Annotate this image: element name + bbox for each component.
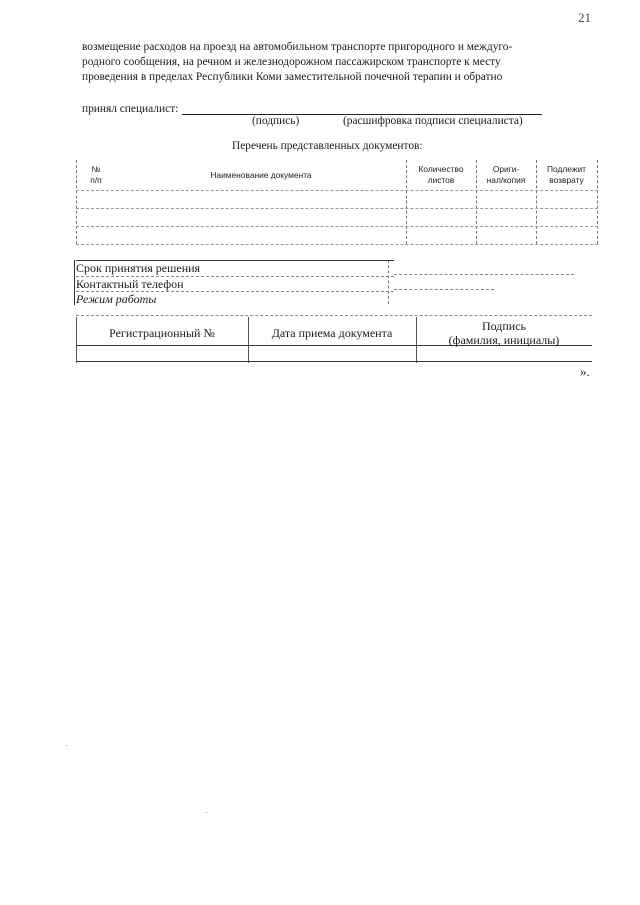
contact-phone-label: Контактный телефон xyxy=(76,276,394,292)
table-row-divider xyxy=(76,208,598,209)
reg-table-top-line xyxy=(76,315,592,316)
info-dash-line xyxy=(394,289,494,290)
info-dash-line xyxy=(394,274,574,275)
scan-speck xyxy=(66,745,67,746)
header-sheet-count: Количество листов xyxy=(418,164,464,185)
header-document-name: Наименование документа xyxy=(210,170,312,180)
paragraph-line: проведения в пределах Республики Коми заместительной почечной терапии и обратно xyxy=(82,71,503,83)
table-row-divider xyxy=(76,226,598,227)
accepted-by-row xyxy=(82,102,542,115)
info-block-border xyxy=(74,260,75,305)
decision-deadline-label: Срок принятия решения xyxy=(76,260,394,276)
page-number: 21 xyxy=(578,10,591,25)
accepted-by-signature-line xyxy=(182,102,542,115)
documents-table xyxy=(76,160,598,244)
work-schedule-label: Режим работы xyxy=(76,291,394,307)
header-number: № п/п xyxy=(90,164,102,185)
info-block xyxy=(76,260,394,307)
body-paragraph xyxy=(82,40,594,85)
table-row-divider xyxy=(76,244,598,245)
signature-decode-caption: (расшифровка подписи специалиста) xyxy=(343,115,523,127)
accepted-by-label: принял специалист: xyxy=(82,103,179,115)
paragraph-line: родного сообщения, на речном и железнодорожном пассажирском транспорте к месту xyxy=(82,56,501,68)
header-original-copy: Ориги- нал/копия xyxy=(486,164,526,185)
header-to-be-returned: Подлежит возврату xyxy=(547,164,586,185)
paragraph-line: возмещение расходов на проезд на автомобильном транспорте пригородного и междуго- xyxy=(82,41,513,53)
table-border xyxy=(597,160,598,244)
table-row-divider xyxy=(76,190,598,191)
header-receipt-date: Дата приема документа xyxy=(271,326,393,340)
header-signature: Подпись (фамилия, инициалы) xyxy=(448,319,560,347)
scan-speck xyxy=(206,812,207,813)
closing-quote-mark: ». xyxy=(580,364,590,379)
table-bottom-border xyxy=(76,361,592,362)
header-registration-number: Регистрационный № xyxy=(109,326,215,340)
registration-table xyxy=(76,315,592,363)
signature-caption: (подпись) xyxy=(252,115,300,127)
documents-list-title: Перечень представленных документов: xyxy=(232,140,423,152)
